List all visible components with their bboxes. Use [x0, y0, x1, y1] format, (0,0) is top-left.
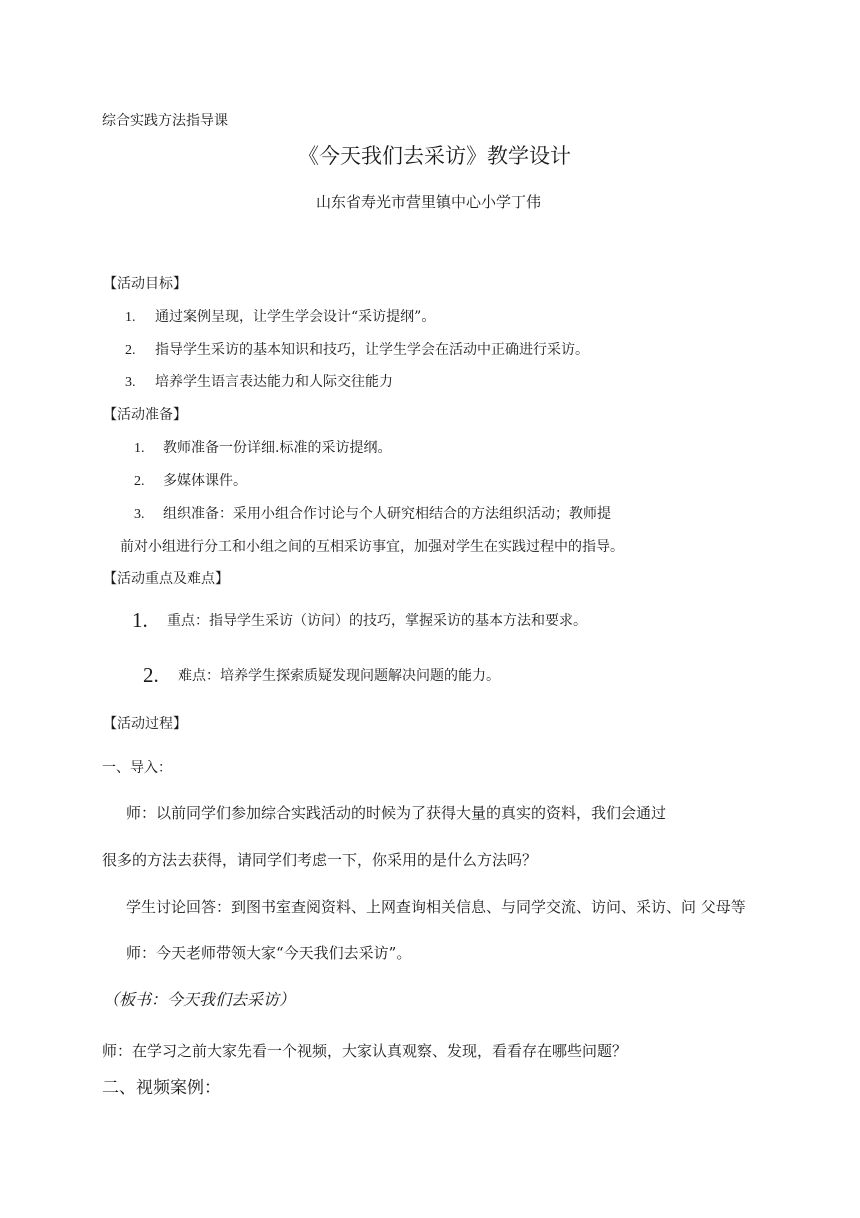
- preparation-text: 教师准备一份详细.标准的采访提纲。: [163, 440, 392, 456]
- teacher-line: 师：在学习之前大家先看一个视频，大家认真观察、发现，看看存在哪些问题？: [102, 1042, 628, 1060]
- process-heading: 【活动过程】: [103, 716, 187, 732]
- preparation-heading: 【活动准备】: [103, 407, 187, 423]
- preparation-number: 1.: [134, 441, 145, 456]
- preparation-number: 2.: [134, 474, 145, 489]
- student-answer: 学生讨论回答：到图书室查阅资料、上网查询相关信息、与同学交流、访问、采访、问 父母等: [126, 898, 746, 916]
- teacher-line-continuation: 很多的方法去获得，请同学们考虑一下，你采用的是什么方法吗？: [102, 851, 538, 869]
- objective-number: 1.: [125, 310, 136, 325]
- objective-text: 通过案例呈现，让学生学会设计“采访提纲”。: [155, 309, 436, 325]
- objective-number: 2.: [125, 343, 136, 358]
- objective-text: 培养学生语言表达能力和人际交往能力: [155, 374, 393, 390]
- author-line: 山东省寿光市营里镇中心小学丁伟: [316, 193, 542, 211]
- objectives-heading: 【活动目标】: [103, 276, 187, 292]
- intro-heading: 一、导入：: [102, 760, 172, 776]
- keypoint-number: 1.: [132, 608, 148, 632]
- teacher-line: 师：以前同学们参加综合实践活动的时候为了获得大量的真实的资料，我们会通过: [126, 804, 667, 822]
- objective-text: 指导学生采访的基本知识和技巧，让学生学会在活动中正确进行采访。: [155, 342, 589, 358]
- preparation-continuation: 前对小组进行分工和小组之间的互相采访事宜，加强对学生在实践过程中的指导。: [120, 539, 624, 555]
- video-heading: 二、视频案例：: [102, 1078, 221, 1098]
- preparation-text: 多媒体课件。: [163, 473, 247, 489]
- keypoint-number: 2.: [143, 663, 159, 687]
- document-title: 《今天我们去采访》教学设计: [298, 144, 571, 168]
- keypoint-text: 重点：指导学生采访（访问）的技巧，掌握采访的基本方法和要求。: [167, 613, 587, 629]
- course-type: 综合实践方法指导课: [102, 113, 228, 129]
- teacher-line: 师：今天老师带领大家“今天我们去采访”。: [126, 944, 412, 962]
- board-note: （板书：今天我们去采访）: [103, 990, 296, 1009]
- objective-number: 3.: [125, 375, 136, 390]
- preparation-text: 组织准备：采用小组合作讨论与个人研究相结合的方法组织活动；教师提: [163, 506, 611, 522]
- preparation-number: 3.: [134, 507, 145, 522]
- keypoint-text: 难点：培养学生探索质疑发现问题解决问题的能力。: [178, 668, 500, 684]
- keypoints-heading: 【活动重点及难点】: [103, 571, 229, 587]
